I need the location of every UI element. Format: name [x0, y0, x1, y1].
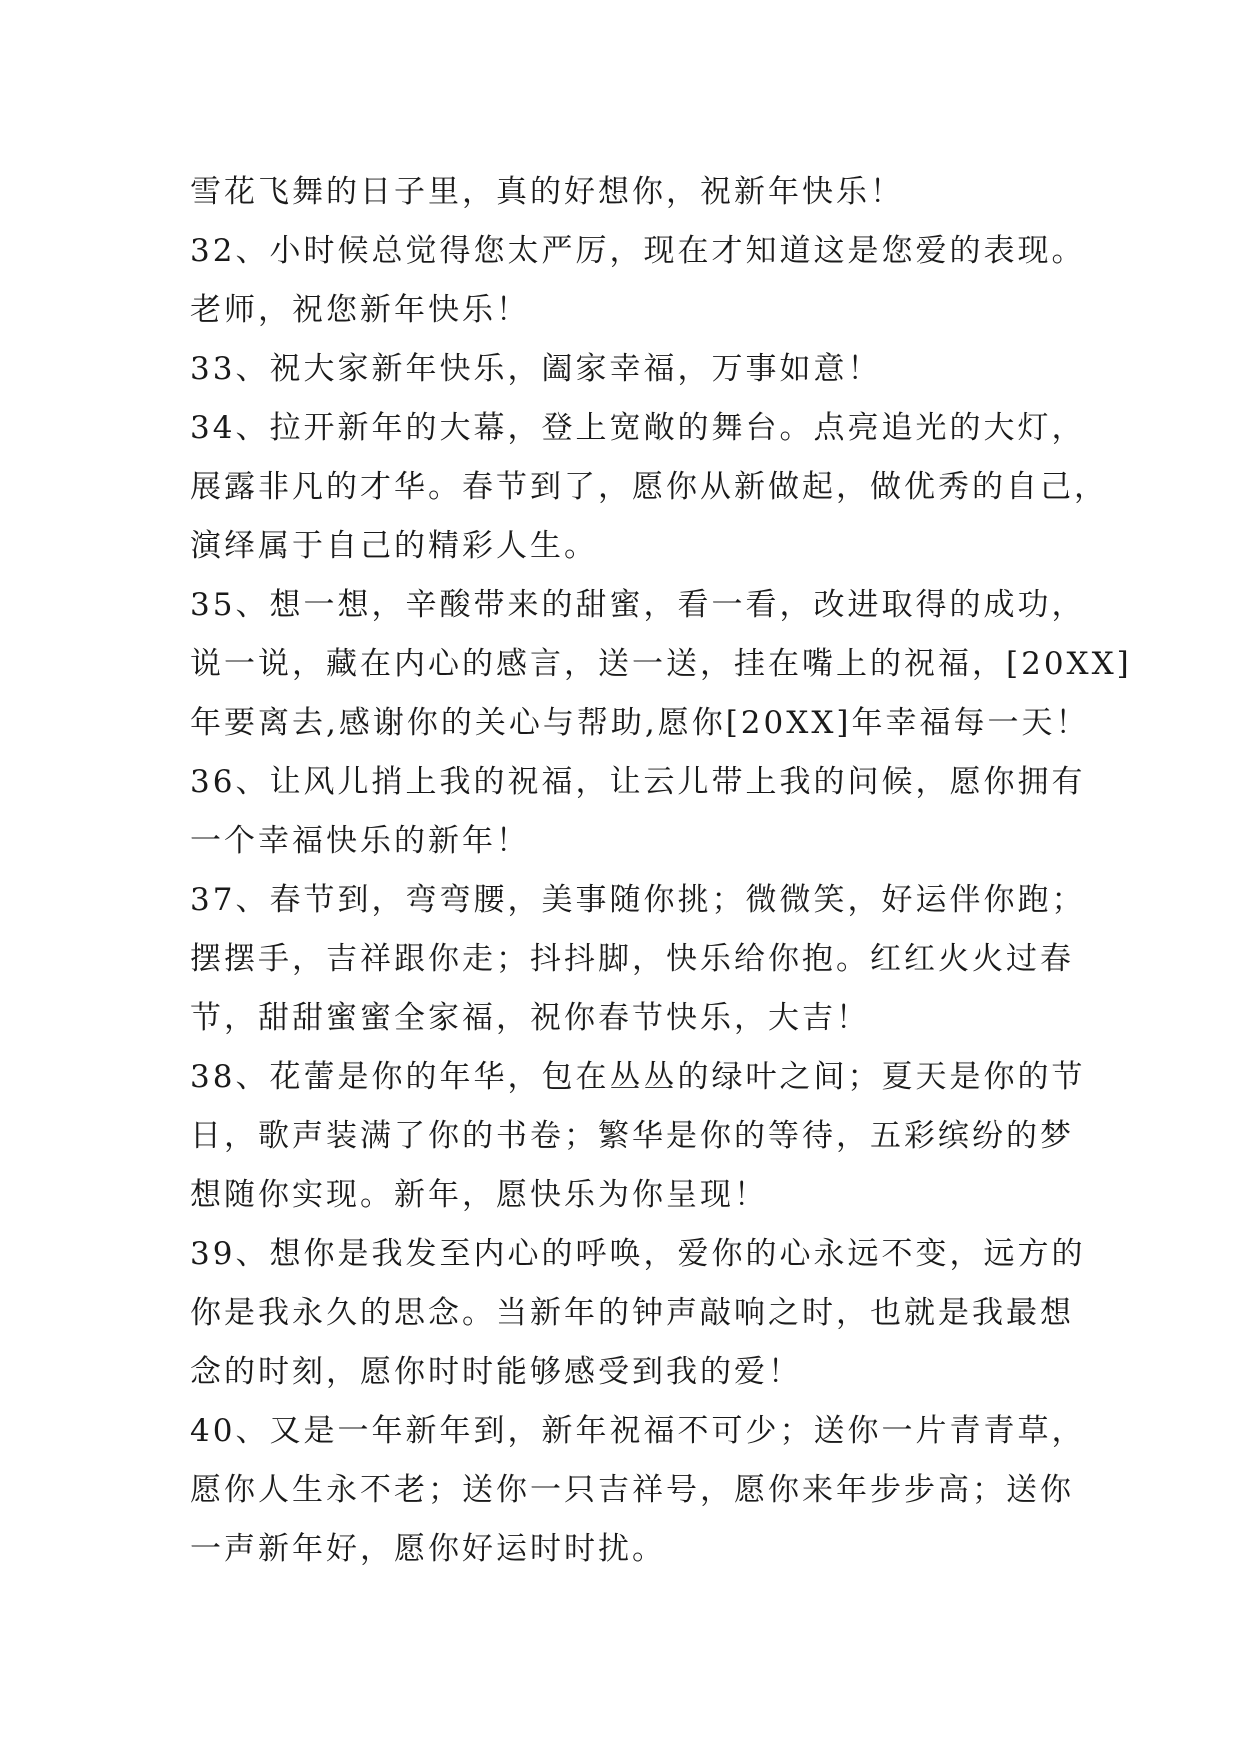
text-line: 演绎属于自己的精彩人生。: [190, 528, 598, 564]
text-line: 日，歌声装满了你的书卷；繁华是你的等待，五彩缤纷的梦: [190, 1118, 1074, 1154]
text-line: 雪花飞舞的日子里，真的好想你，祝新年快乐！: [190, 174, 904, 210]
text-line: 37、春节到，弯弯腰，美事随你挑；微微笑，好运伴你跑；: [190, 882, 1086, 918]
text-line: 一个幸福快乐的新年！: [190, 823, 530, 859]
text-line: 35、想一想，辛酸带来的甜蜜，看一看，改进取得的成功，: [190, 587, 1086, 623]
text-line: 想随你实现。新年，愿快乐为你呈现！: [190, 1177, 768, 1213]
text-line: 摆摆手，吉祥跟你走；抖抖脚，快乐给你抱。红红火火过春: [190, 941, 1074, 977]
text-line: 你是我永久的思念。当新年的钟声敲响之时，也就是我最想: [190, 1295, 1074, 1331]
text-line: 34、拉开新年的大幕，登上宽敞的舞台。点亮追光的大灯，: [190, 410, 1086, 446]
text-line: 36、让风儿捎上我的祝福，让云儿带上我的问候，愿你拥有: [190, 764, 1086, 800]
text-line: 念的时刻，愿你时时能够感受到我的爱！: [190, 1354, 802, 1390]
text-line: 一声新年好，愿你好运时时扰。: [190, 1531, 666, 1567]
text-line: 32、小时候总觉得您太严厉，现在才知道这是您爱的表现。: [190, 233, 1086, 269]
text-line: 40、又是一年新年到，新年祝福不可少；送你一片青青草，: [190, 1413, 1086, 1449]
text-line: 说一说，藏在内心的感言，送一送，挂在嘴上的祝福，[20XX]: [190, 646, 1132, 682]
text-line: 展露非凡的才华。春节到了，愿你从新做起，做优秀的自己，: [190, 469, 1108, 505]
text-line: 老师，祝您新年快乐！: [190, 292, 530, 328]
text-line: 33、祝大家新年快乐，阖家幸福，万事如意！: [190, 351, 882, 387]
text-line: 节，甜甜蜜蜜全家福，祝你春节快乐，大吉！: [190, 1000, 870, 1036]
text-line: 年要离去,感谢你的关心与帮助,愿你[20XX]年幸福每一天！: [190, 705, 1090, 741]
document-body: [190, 163, 1132, 1579]
text-line: 愿你人生永不老；送你一只吉祥号，愿你来年步步高；送你: [190, 1472, 1074, 1508]
text-line: 38、花蕾是你的年华，包在丛丛的绿叶之间；夏天是你的节: [190, 1059, 1086, 1095]
text-line: 39、想你是我发至内心的呼唤，爱你的心永远不变，远方的: [190, 1236, 1086, 1272]
